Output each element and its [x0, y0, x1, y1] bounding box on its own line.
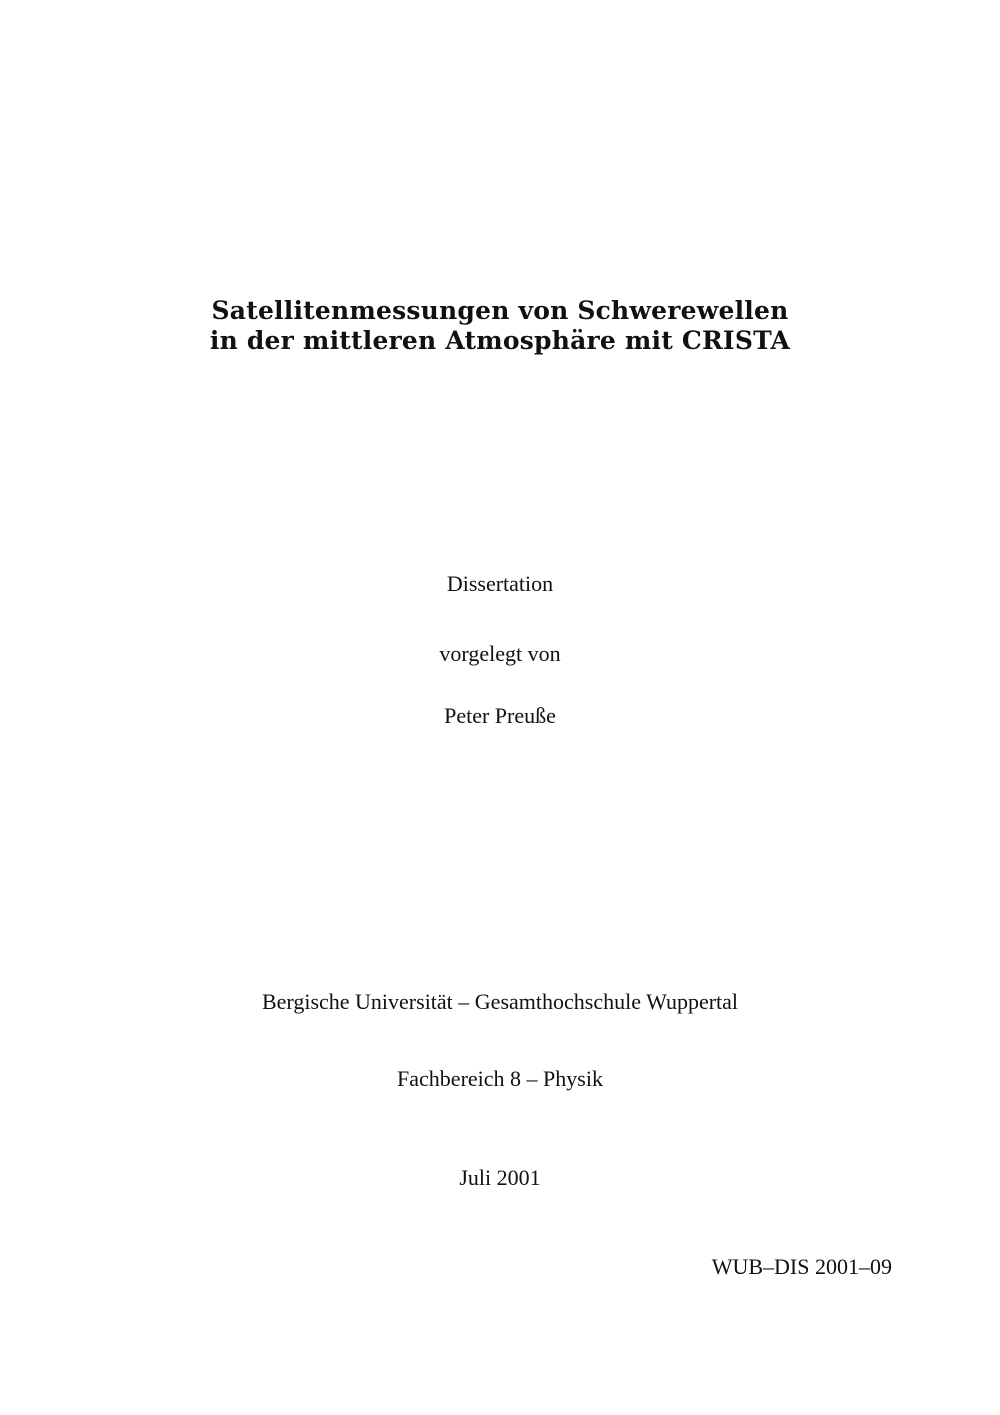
report-number: WUB–DIS 2001–09: [711, 1254, 892, 1279]
document-type: Dissertation: [446, 571, 554, 596]
submission-date: Juli 2001: [459, 1165, 541, 1190]
department-name: Fachbereich 8 – Physik: [397, 1066, 603, 1091]
author-name: Peter Preuße: [444, 703, 556, 728]
thesis-title-line-1: Satellitenmessungen von Schwerewellen: [211, 296, 789, 325]
presented-by-label: vorgelegt von: [439, 641, 561, 666]
thesis-title-line-2: in der mittleren Atmosphäre mit CRISTA: [209, 326, 791, 355]
university-name: Bergische Universität – Gesamthochschule Wuppertal: [261, 989, 739, 1014]
